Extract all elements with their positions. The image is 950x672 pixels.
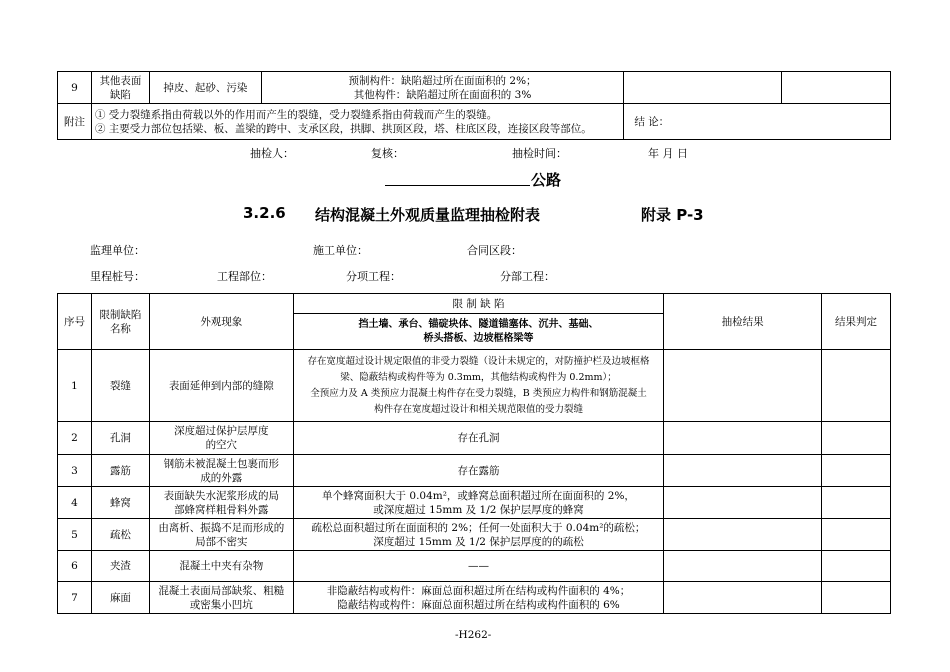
col-header-limit: 限 制 缺 陷 [293,294,664,314]
phenomenon: 表面缺失水泥浆形成的局 部蜂窝样粗骨料外露 [149,487,293,519]
phenomenon: 掉皮、起砂、污染 [149,72,261,104]
limit-description: 预制构件：缺陷超过所在面面积的 2%； 其他构件：缺陷超过所在面面积的 3% [261,72,624,104]
page-title: 结构混凝土外观质量监理抽检附表 [315,206,541,224]
limit-description: 疏松总面积超过所在面面积的 2%；任何一处面积大于 0.04m²的疏松； 深度超过 15mm 及 1/2 保护层厚度的的疏松 [293,519,664,551]
defect-name: 其他表面缺陷 [91,72,149,104]
table-row [58,72,891,104]
note-row [58,104,891,140]
defect-name: 裂缝 [91,350,149,422]
result-cell[interactable] [664,350,822,422]
col-header-judgment: 结果判定 [822,294,891,350]
defect-name: 孔洞 [91,422,149,455]
col-header-defect: 限制缺陷名称 [91,294,149,350]
judgment-cell[interactable] [822,487,891,519]
row-number: 4 [58,487,92,519]
location-label: 工程部位： [217,270,272,283]
result-cell[interactable] [664,487,822,519]
table-row [58,487,891,519]
limit-description: 存在宽度超过设计规定限值的非受力裂缝（设计未规定的，对防撞护栏及边坡框格 梁、隐蔽结构或构件等为 0.3mm，其他结构或构件为 0.2mm）； 全预应力及 A 类预应力混凝土构件存在受力裂缝，B 类预应力构件和钢筋混凝土 构件存在宽度超过设计和相关规范限值的受力裂缝 [293,350,664,422]
table-row [58,455,891,487]
limit-description: 单个蜂窝面积大于 0.04m²，或蜂窝总面积超过所在面面积的 2%， 或深度超过 15mm 及 1/2 保护层厚度的蜂窝 [293,487,664,519]
row-number: 9 [58,72,92,104]
judgment-cell[interactable] [822,422,891,455]
result-cell[interactable] [664,455,822,487]
phenomenon: 混凝土表面局部缺浆、粗糙 或密集小凹坑 [149,582,293,614]
header-row [58,294,891,314]
limit-description: 非隐蔽结构或构件：麻面总面积超过所在结构或构件面积的 4%； 隐蔽结构或构件：麻面总面积超过所在结构或构件面积的 6% [293,582,664,614]
road-name-blank[interactable] [385,185,530,186]
result-cell[interactable] [664,422,822,455]
defect-name: 麻面 [91,582,149,614]
row-number: 7 [58,582,92,614]
judgment-cell[interactable] [822,519,891,551]
row-number: 3 [58,455,92,487]
note-label: 附注 [58,104,92,140]
result-cell[interactable] [664,582,822,614]
division-label: 分部工程： [500,270,555,283]
subitem-label: 分项工程： [346,270,401,283]
table-row [58,422,891,455]
col-header-result: 抽检结果 [664,294,822,350]
phenomenon: 深度超过保护层厚度 的空穴 [149,422,293,455]
section-number: 3.2.6 [243,204,286,222]
limit-description: —— [293,551,664,582]
appendix-label: 附录 P-3 [641,206,704,224]
defect-name: 疏松 [91,519,149,551]
row-number: 2 [58,422,92,455]
defect-name: 夹渣 [91,551,149,582]
contractor-label: 施工单位： [313,244,368,257]
station-label: 里程桩号： [90,270,145,283]
structure-category: 挡土墙、承台、锚碇块体、隧道锚塞体、沉井、基础、 桥头搭板、边坡框格梁等 [293,314,664,350]
page-number: -H262- [455,629,492,641]
row-number: 1 [58,350,92,422]
result-cell[interactable] [624,72,782,104]
result-cell[interactable] [664,519,822,551]
inspection-table [57,293,891,614]
top-table [57,71,891,140]
phenomenon: 钢筋未被混凝土包裹而形 成的外露 [149,455,293,487]
row-number: 5 [58,519,92,551]
check-time-label: 抽检时间： [512,147,567,160]
result-cell[interactable] [664,551,822,582]
date-label: 年 月 日 [648,147,688,160]
table-row [58,551,891,582]
road-label: 公路 [531,171,562,189]
reviewer-label: 复核： [371,147,404,160]
note-content: ① 受力裂缝系指由荷载以外的作用而产生的裂缝，受力裂缝系指由荷载而产生的裂缝。 ② 主要受力部位包括梁、板、盖梁的跨中、支承区段，拱脚、拱顶区段，塔、柱底区段，连接区段等部位。 [91,104,623,140]
col-header-phenomenon: 外观现象 [149,294,293,350]
phenomenon: 表面延伸到内部的缝隙 [149,350,293,422]
judgment-cell[interactable] [782,72,891,104]
conclusion-cell[interactable]: 结 论： [624,104,891,140]
supervisor-label: 监理单位： [90,244,145,257]
judgment-cell[interactable] [822,455,891,487]
table-row [58,582,891,614]
limit-description: 存在露筋 [293,455,664,487]
phenomenon: 由离析、振捣不足而形成的 局部不密实 [149,519,293,551]
contract-label: 合同区段： [467,244,522,257]
phenomenon: 混凝土中夹有杂物 [149,551,293,582]
inspector-label: 抽检人： [250,147,294,160]
judgment-cell[interactable] [822,350,891,422]
judgment-cell[interactable] [822,582,891,614]
judgment-cell[interactable] [822,551,891,582]
table-row [58,350,891,422]
limit-description: 存在孔洞 [293,422,664,455]
col-header-no: 序号 [58,294,92,350]
defect-name: 露筋 [91,455,149,487]
defect-name: 蜂窝 [91,487,149,519]
table-row [58,519,891,551]
row-number: 6 [58,551,92,582]
